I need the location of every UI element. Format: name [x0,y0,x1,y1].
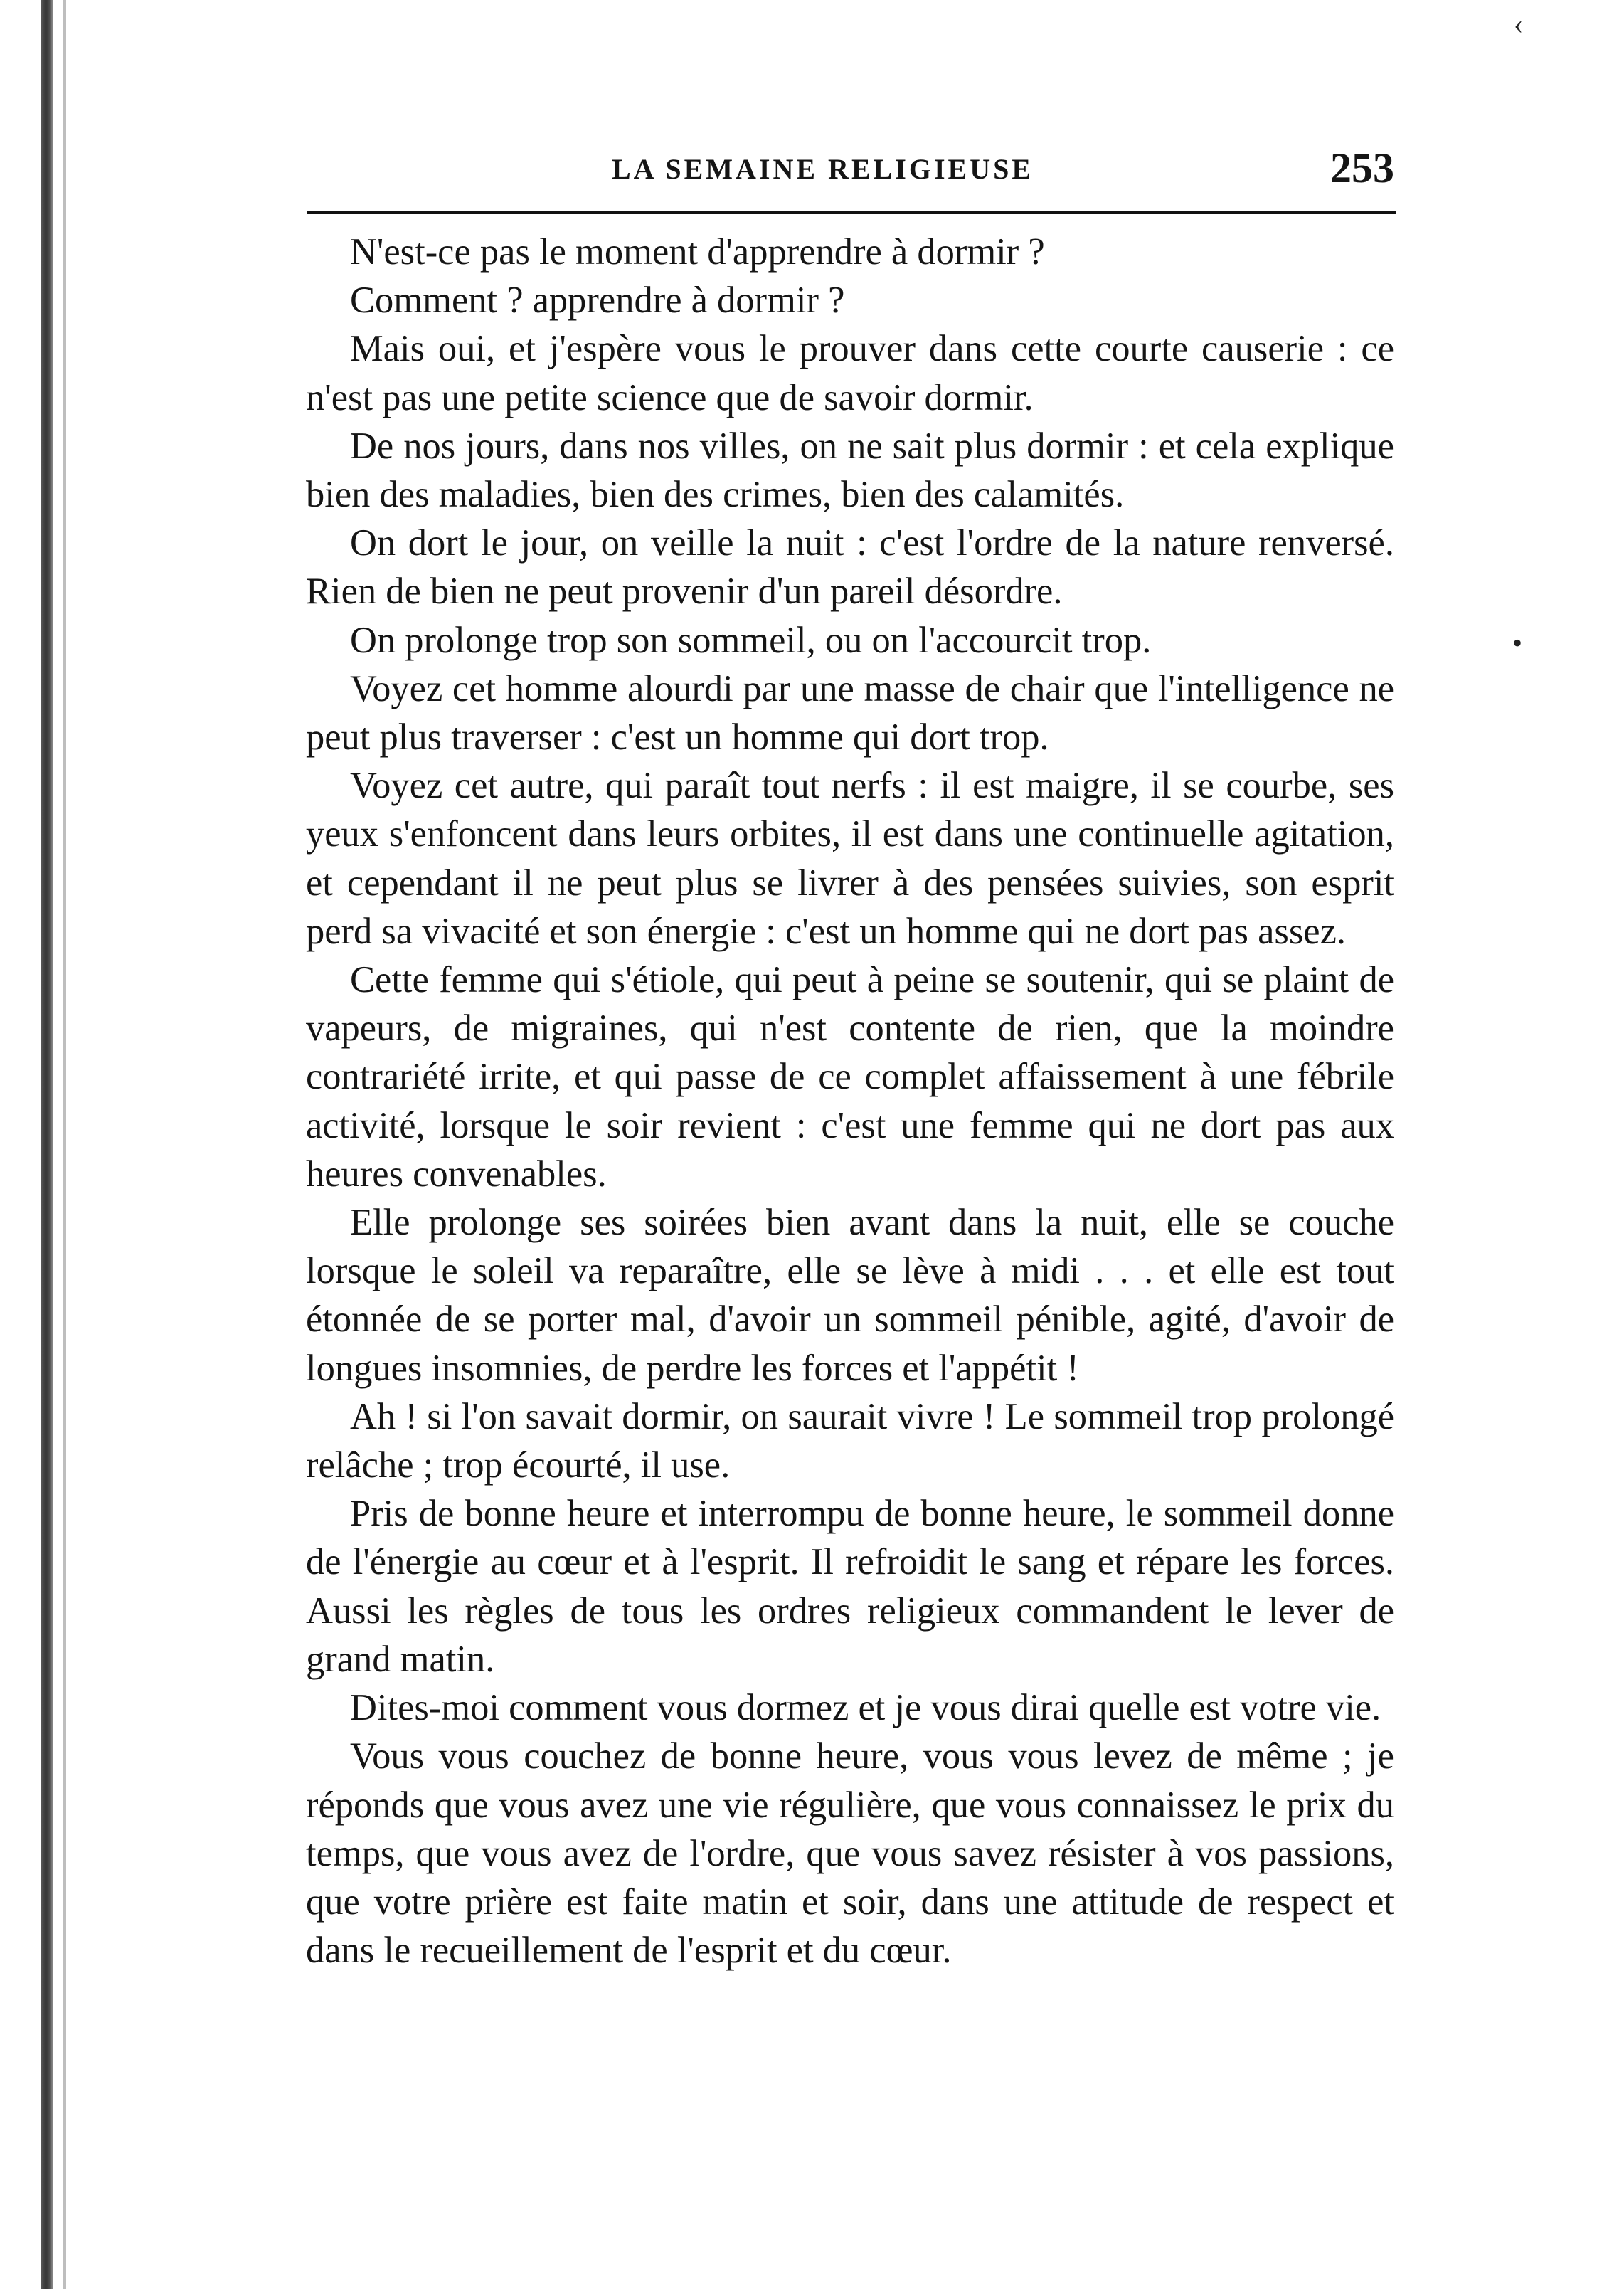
page-header [306,144,1394,202]
paragraph: Vous vous couchez de bonne heure, vous vous levez de même ; je réponds que vous avez une vie régulière, que vous connaissez le prix du temps, que vous avez de l'ordre, que vous savez résister à vos passions, que votre prière est faite matin et soir, dans une attitude de respect et dans le recueillement de l'esprit et du cœur. [306,1735,1394,1972]
paragraph: Pris de bonne heure et interrompu de bonne heure, le sommeil donne de l'énergie au cœur et à l'esprit. Il refroidit le sang et répare les forces. Aussi les règles de tous les ordres religieux commandent le lever de grand matin. [306,1493,1394,1680]
paragraph: On prolonge trop son sommeil, ou on l'accourcit trop. [350,619,1152,661]
paragraph: Voyez cet homme alourdi par une masse de chair que l'intelligence ne peut plus traverser : c'est un homme qui dort trop. [306,667,1394,758]
running-head: LA SEMAINE RELIGIEUSE [612,153,1034,185]
paragraph: On dort le jour, on veille la nuit : c'est l'ordre de la nature renversé. Rien de bien ne peut provenir d'un pareil désordre. [306,522,1394,613]
page-number: 253 [1330,144,1394,191]
paragraph: De nos jours, dans nos villes, on ne sait plus dormir : et cela explique bien des maladies, bien des crimes, bien des calamités. [306,425,1394,516]
scan-speck: • [1512,627,1523,659]
binding-shadow [63,0,66,2289]
paragraph: Elle prolonge ses soirées bien avant dans la nuit, elle se couche lorsque le soleil va reparaître, elle se lève à midi . . . et elle est tout étonnée de se porter mal, d'avoir un sommeil pénible, agité, d'avoir de longues insomnies, de perdre les forces et l'appétit ! [306,1202,1394,1389]
body-text [306,228,1394,1975]
header-rule [307,211,1396,214]
paragraph: Comment ? apprendre à dormir ? [350,280,845,322]
paragraph: Ah ! si l'on savait dormir, on saurait vivre ! Le sommeil trop prolongé relâche ; trop écourté, il use. [306,1395,1394,1486]
scan-speck: ‹ [1514,8,1524,40]
binding-edge [41,0,53,2289]
paragraph: N'est-ce pas le moment d'apprendre à dormir ? [350,231,1045,273]
paragraph: Cette femme qui s'étiole, qui peut à peine se soutenir, qui se plaint de vapeurs, de migraines, qui n'est contente de rien, que la moindre contrariété irrite, et qui passe de ce complet affaissement à une fébrile activité, lorsque le soir revient : c'est une femme qui ne dort pas aux heures convenables. [306,959,1394,1195]
paragraph: Dites-moi comment vous dormez et je vous dirai quelle est votre vie. [350,1687,1381,1729]
paragraph: Voyez cet autre, qui paraît tout nerfs : il est maigre, il se courbe, ses yeux s'enfoncent dans leurs orbites, il est dans une continuelle agitation, et cependant il ne peut plus se livrer à des pensées suivies, son esprit perd sa vivacité et son énergie : c'est un homme qui ne dort pas assez. [306,765,1394,952]
paragraph: Mais oui, et j'espère vous le prouver dans cette courte causerie : ce n'est pas une petite science que de savoir dormir. [306,328,1394,418]
